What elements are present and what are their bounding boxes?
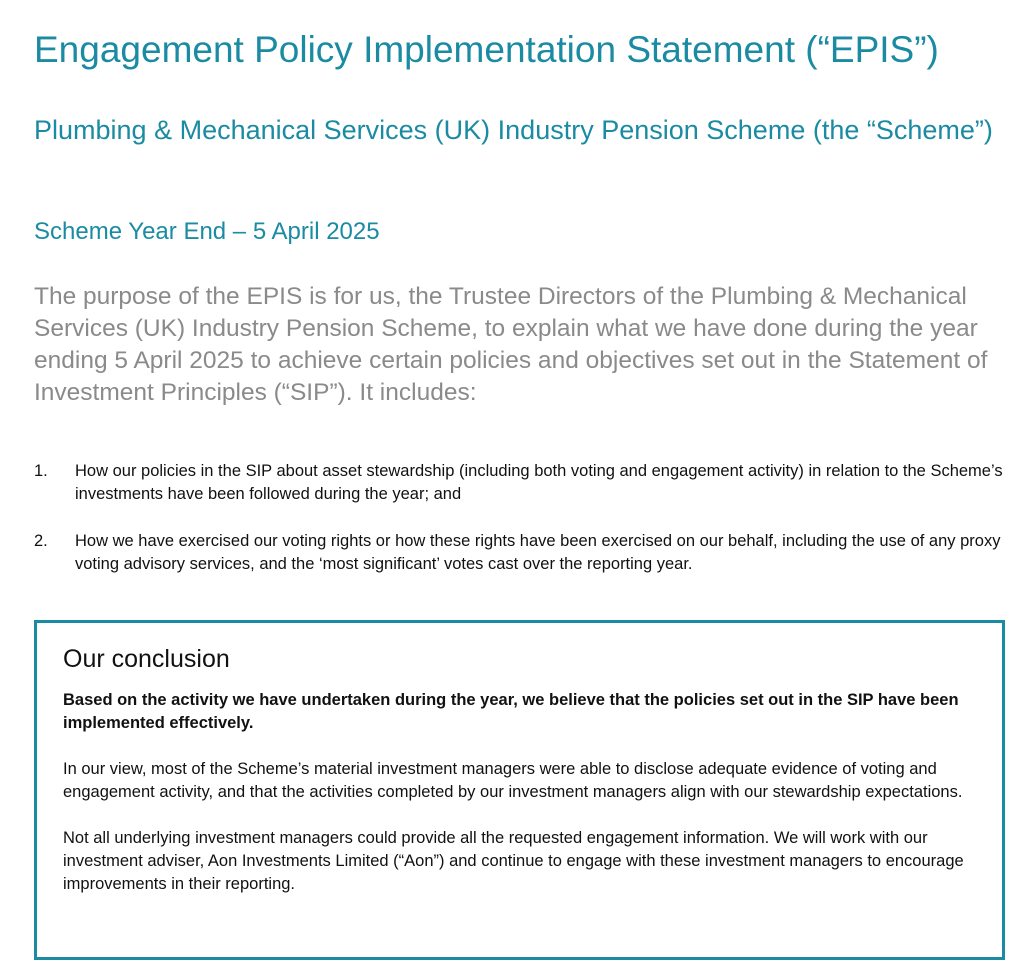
page-title: Engagement Policy Implementation Statement (“EPIS”) xyxy=(34,29,939,70)
conclusion-statement: Based on the activity we have undertaken during the year, we believe that the policies set out in the SIP have been implemented effectively. xyxy=(63,691,959,732)
list-item xyxy=(34,530,1009,576)
includes-list xyxy=(34,460,1009,600)
list-item-text: How our policies in the SIP about asset stewardship (including both voting and engagement activity) in relation to the Scheme’s investments have been followed during the year; and xyxy=(75,462,1003,503)
list-item-number: 1. xyxy=(34,462,48,480)
conclusion-paragraph-2: Not all underlying investment managers could provide all the requested engagement information. We will work with our investment adviser, Aon Investments Limited (“Aon”) and continue to engage with these investment managers to encourage improvements in their reporting. xyxy=(63,829,964,893)
conclusion-paragraph-1: In our view, most of the Scheme’s material investment managers were able to disclose adequate evidence of voting and engagement activity, and that the activities completed by our investment managers align with our stewardship expectations. xyxy=(63,760,963,801)
list-item-text: How we have exercised our voting rights or how these rights have been exercised on our behalf, including the use of any proxy voting advisory services, and the ‘most significant’ votes cast over the reporting year. xyxy=(75,532,1001,573)
conclusion-box xyxy=(34,620,1005,960)
scheme-year-end: Scheme Year End – 5 April 2025 xyxy=(34,218,380,245)
scheme-name: Plumbing & Mechanical Services (UK) Industry Pension Scheme (the “Scheme”) xyxy=(34,115,993,145)
intro-paragraph: The purpose of the EPIS is for us, the Trustee Directors of the Plumbing & Mechanical Services (UK) Industry Pension Scheme, to explain what we have done during the year ending 5 April 2025 to achieve certain policies and objectives set out in the Statement of Investment Principles (“SIP”). It includes: xyxy=(34,283,988,406)
conclusion-heading: Our conclusion xyxy=(63,645,230,673)
list-item xyxy=(34,460,1009,506)
conclusion-body xyxy=(63,689,981,919)
list-item-number: 2. xyxy=(34,532,48,550)
